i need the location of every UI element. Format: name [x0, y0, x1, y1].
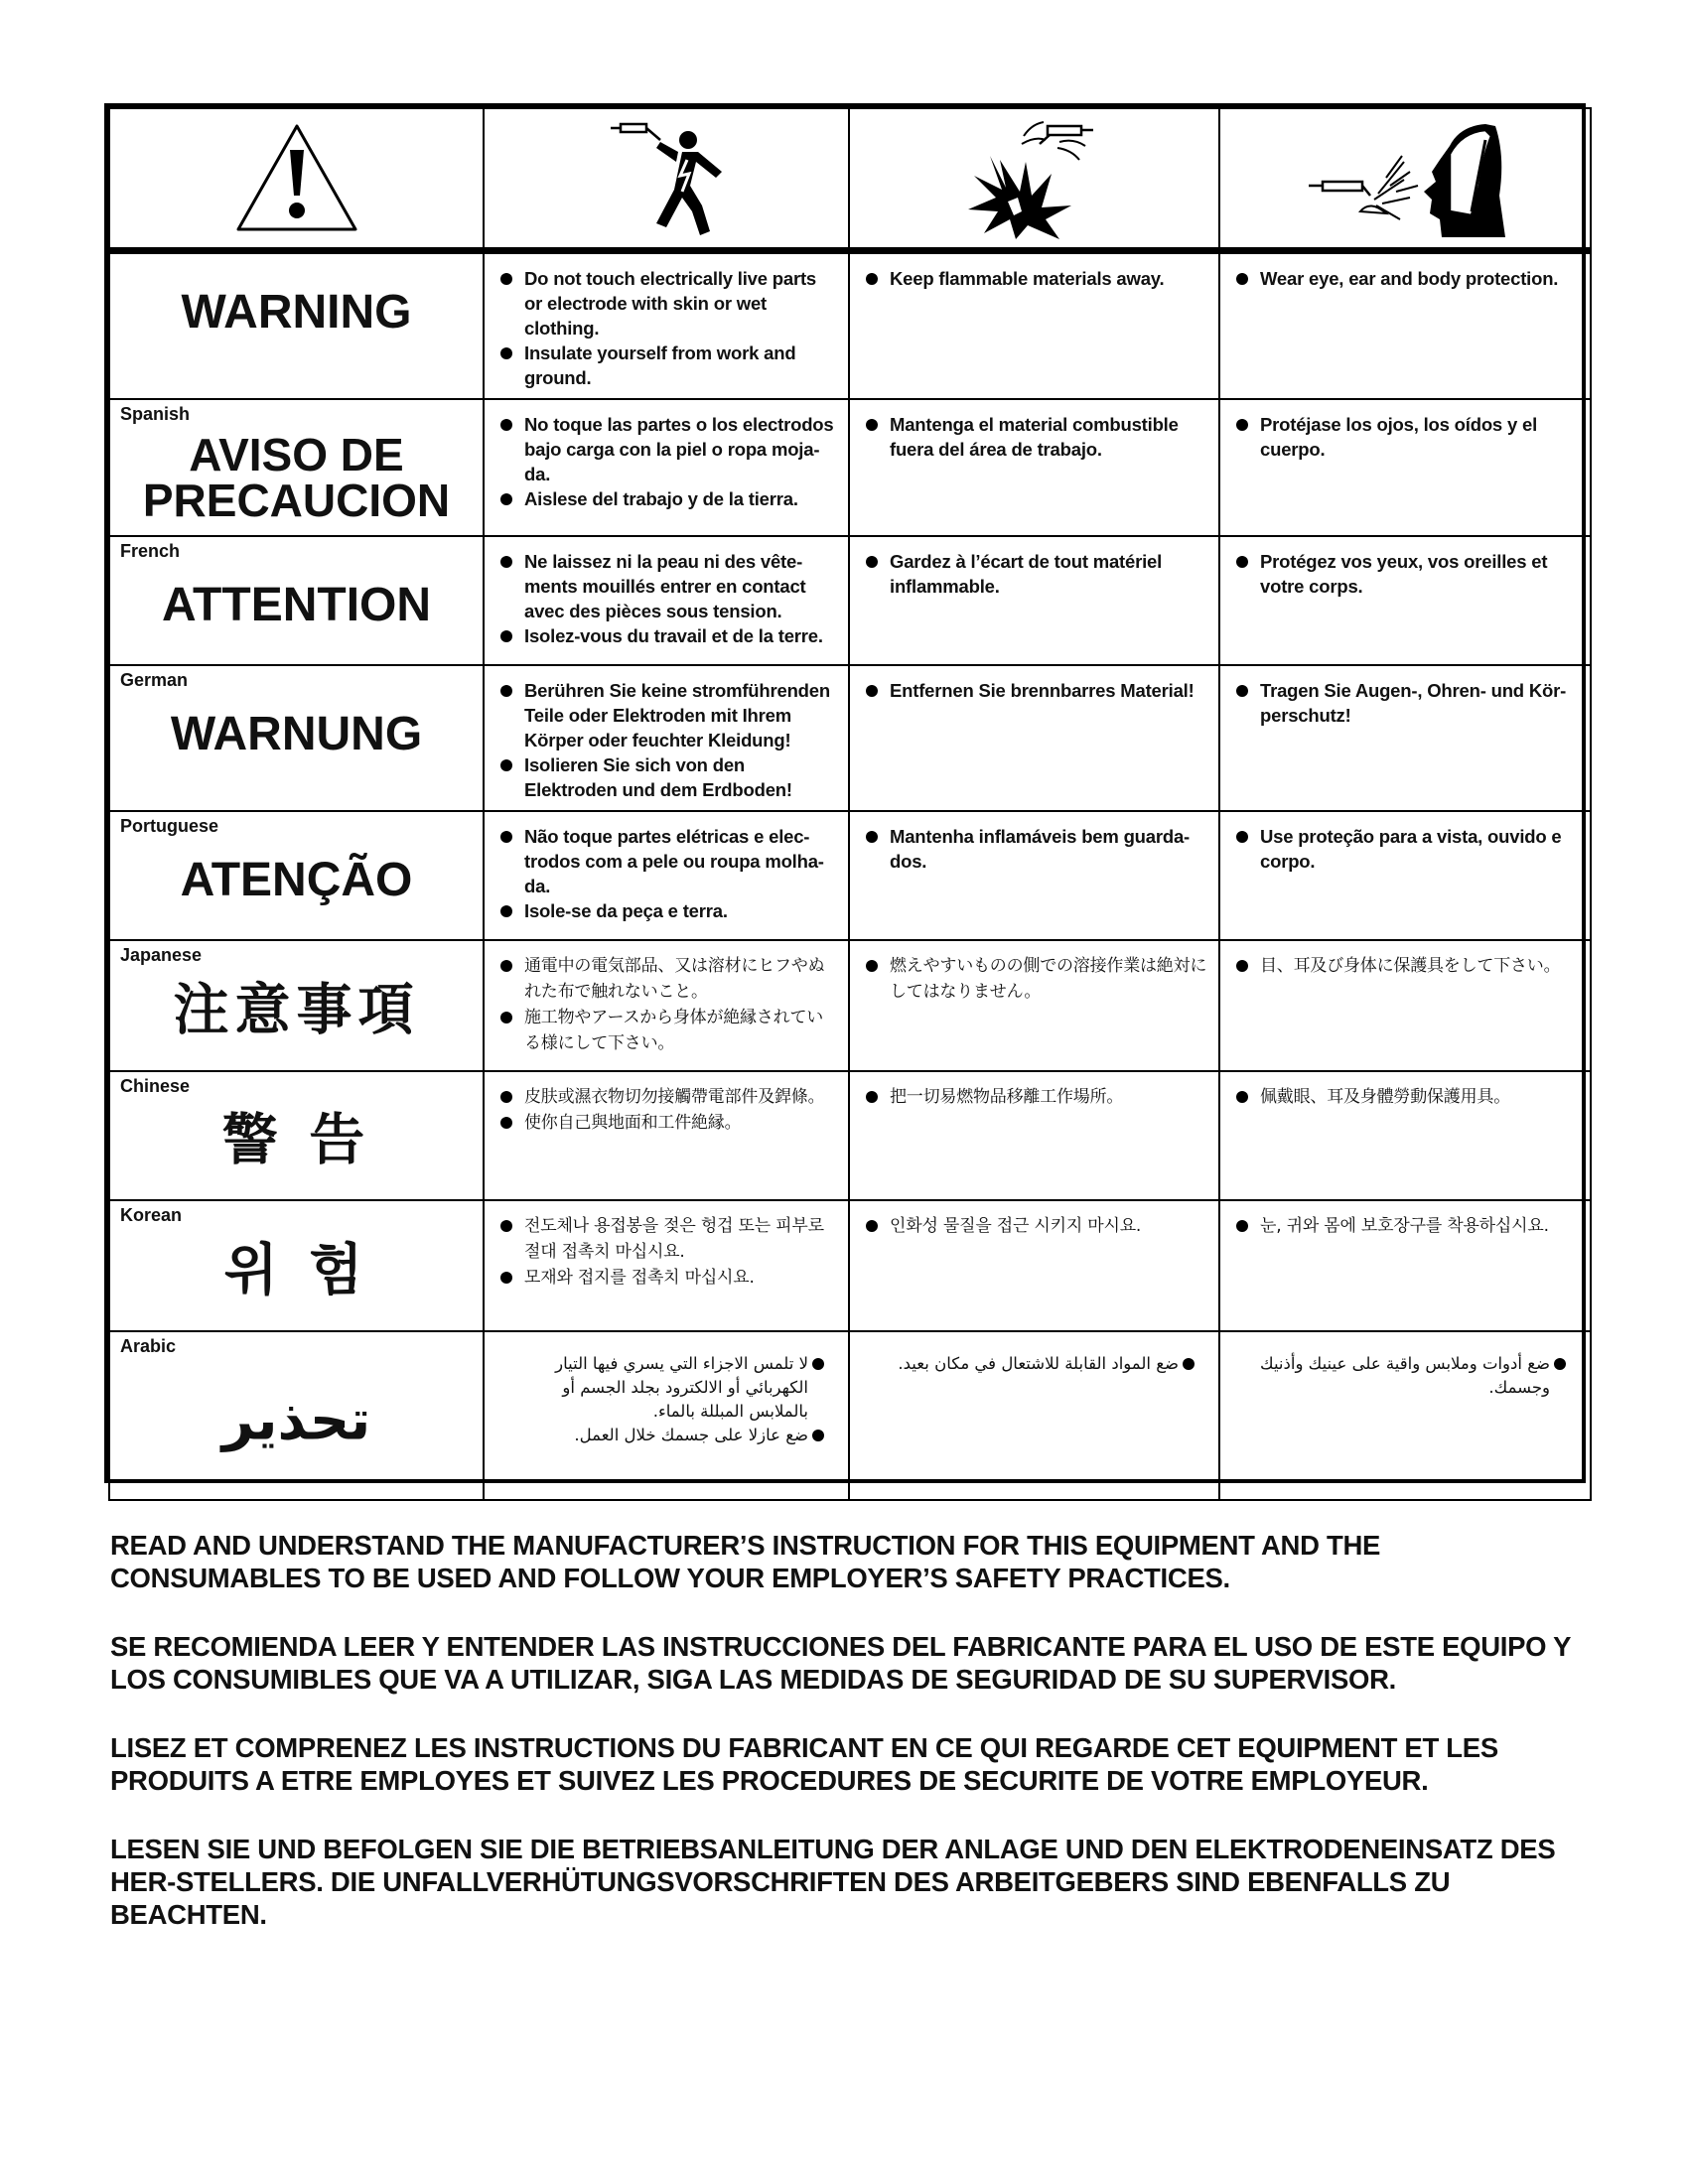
fire-instructions-list [850, 537, 1218, 607]
fire-instructions-list [850, 1201, 1218, 1247]
fire-instructions-cell [849, 1200, 1219, 1331]
fire-instructions-cell [849, 399, 1219, 536]
instruction-item: 모재와 접지를 접촉치 마십시요. [498, 1265, 838, 1291]
shock-instructions-list [485, 1201, 848, 1298]
language-name: Japanese [120, 945, 203, 965]
warning-row [109, 536, 1591, 665]
protection-instructions-cell [1219, 1331, 1591, 1500]
instruction-paragraph: SE RECOMIENDA LEER Y ENTENDER LAS INSTRUCCIONES DEL FABRICANTE PARA EL USO DE ESTE EQUIPO Y LOS CONSUMIBLES QUE VA A UTILIZAR, SIGA LAS MEDIDAS DE SEGURIDAD DE SU SUPERVISOR. [110, 1631, 1571, 1695]
protection-instructions-list [1220, 1201, 1590, 1247]
protection-instructions-list [1220, 941, 1590, 987]
warning-title: WARNUNG [170, 707, 423, 760]
language-name: Portuguese [120, 816, 219, 836]
instruction-item: 인화성 물질을 접근 시키지 마시요. [864, 1213, 1208, 1239]
safety-warning-table [104, 103, 1586, 1483]
language-cell [109, 665, 484, 811]
instruction-item: ضع عازلا على جسمك خلال العمل. [498, 1424, 826, 1447]
shock-instructions-list [485, 400, 848, 519]
warning-title: ATENÇÃO [180, 853, 413, 906]
protection-instructions-cell [1219, 536, 1591, 665]
instruction-item: 전도체나 용접봉을 젖은 헝겁 또는 피부로 절대 접촉치 마십시요. [498, 1213, 838, 1265]
fire-instructions-cell [849, 811, 1219, 940]
instructions-notes [110, 1529, 1580, 1967]
language-block [110, 1332, 483, 1497]
warning-row [109, 665, 1591, 811]
instruction-item: Mantenha inflamáveis bem guarda-dos. [864, 824, 1208, 874]
instruction-item: Use proteção para a vista, ouvido e corpo. [1234, 824, 1580, 874]
shock-instructions-list [485, 666, 848, 810]
instruction-item: Insulate yourself from work and ground. [498, 341, 838, 390]
instruction-item: Isole-se da peça e terra. [498, 898, 838, 923]
instruction-item: 使你自己與地面和工件絶縁。 [498, 1110, 838, 1136]
fire-instructions-list [850, 1072, 1218, 1118]
instruction-item: 佩戴眼、耳及身體勞動保護用具。 [1234, 1084, 1580, 1110]
warning-row [109, 1200, 1591, 1331]
fire-instructions-cell [849, 940, 1219, 1071]
protection-instructions-list [1220, 537, 1590, 607]
warning-row [109, 940, 1591, 1071]
shock-instructions-list [485, 537, 848, 656]
fire-instructions-cell [849, 1071, 1219, 1200]
language-cell [109, 1071, 484, 1200]
instruction-paragraph: READ AND UNDERSTAND THE MANUFACTURER’S INSTRUCTION FOR THIS EQUIPMENT AND THE CONSUMABLES TO BE USED AND FOLLOW YOUR EMPLOYER’S SAFETY PRACTICES. [110, 1530, 1381, 1593]
fire-instructions-cell [849, 665, 1219, 811]
shock-instructions-list [485, 941, 848, 1064]
instruction-item: Ne laissez ni la peau ni des vête-ments mouillés entrer en contact avec des pièces sous tension. [498, 549, 838, 623]
instruction-item: No toque las partes o los electrodos bajo carga con la piel o ropa moja-da. [498, 412, 838, 486]
language-block [110, 812, 483, 937]
fire-instructions-list [850, 666, 1218, 711]
instruction-item: Protégez vos yeux, vos oreilles et votre corps. [1234, 549, 1580, 599]
instruction-item: لا تلمس الاجزاء التي يسري فيها التيار الكهربائي أو الالكترود بجلد الجسم أو بالملابس المبللة بالماء. [498, 1352, 826, 1424]
instruction-item: Gardez à l’écart de tout matériel inflammable. [864, 549, 1208, 599]
instruction-item: ضع أدوات وملابس واقية على عينيك وأذنيك وجسمك. [1234, 1352, 1568, 1400]
instruction-item: 皮肤或濕衣物切勿接觸帶電部件及銲條。 [498, 1084, 838, 1110]
protection-instructions-cell [1219, 1071, 1591, 1200]
instruction-item: 目、耳及び身体に保護具をして下さい。 [1234, 953, 1580, 979]
instruction-item: Entfernen Sie brennbarres Material! [864, 678, 1208, 703]
shock-instructions-cell [484, 811, 849, 940]
fire-instructions-cell [849, 1331, 1219, 1500]
instruction-item: Protéjase los ojos, los oídos y el cuerpo. [1234, 412, 1580, 462]
protection-instructions-list [1220, 812, 1590, 882]
instruction-item: Tragen Sie Augen-, Ohren- und Kör-perschutz! [1234, 678, 1580, 728]
protection-instructions-cell [1219, 399, 1591, 536]
language-name: Korean [120, 1205, 183, 1225]
warning-title: تحذير [221, 1388, 371, 1453]
language-block [110, 1072, 483, 1197]
protection-instructions-cell [1219, 811, 1591, 940]
instruction-item: 燃えやすいものの側での溶接作業は絶対にしてはなりません。 [864, 953, 1208, 1005]
shock-instructions-list [485, 1332, 848, 1455]
instruction-item: Keep flammable materials away. [864, 266, 1208, 291]
shock-instructions-list [485, 254, 848, 398]
instruction-item: 把一切易燃物品移離工作場所。 [864, 1084, 1208, 1110]
instruction-item: ضع المواد القابلة للاشتعال في مكان بعيد. [864, 1352, 1196, 1376]
language-name: German [120, 670, 189, 690]
warning-row [109, 1331, 1591, 1500]
protection-instructions-list [1220, 1332, 1590, 1408]
protection-instructions-cell [1219, 940, 1591, 1071]
warning-row [109, 251, 1591, 400]
shock-instructions-cell [484, 1331, 849, 1500]
language-cell [109, 1200, 484, 1331]
shock-instructions-cell [484, 665, 849, 811]
language-cell [109, 940, 484, 1071]
language-block [110, 941, 483, 1068]
shock-instructions-cell [484, 1071, 849, 1200]
warning-row [109, 1071, 1591, 1200]
instruction-item: 通電中の電気部品、又は溶材にヒフやぬれた布で触れないこと。 [498, 953, 838, 1005]
instruction-paragraph: LESEN SIE UND BEFOLGEN SIE DIE BETRIEBSANLEITUNG DER ANLAGE UND DEN ELEKTRODENEINSATZ DES HER-STELLERS. DIE UNFALLVERHÜTUNGSVORSCHRIFTEN DES ARBEITGEBERS SIND EBENFALLS ZU BEACHTEN. [110, 1834, 1556, 1930]
fire-instructions-list [850, 812, 1218, 882]
language-cell [109, 399, 484, 536]
language-name: Arabic [120, 1336, 177, 1356]
warning-title: 注意事項 [173, 978, 420, 1043]
language-block [110, 400, 483, 533]
shock-instructions-cell [484, 399, 849, 536]
fire-instructions-list [850, 400, 1218, 470]
warning-triangle-icon [109, 108, 484, 251]
protection-instructions-list [1220, 666, 1590, 736]
shock-instructions-cell [484, 940, 849, 1071]
warning-title: AVISO DE PRECAUCION [142, 429, 451, 527]
language-block [110, 1201, 483, 1328]
instruction-item: Berühren Sie keine stromführenden Teile oder Elektroden mit Ihrem Körper oder feuchter Kleidung! [498, 678, 838, 752]
shock-instructions-list [485, 812, 848, 931]
fire-instructions-list [850, 941, 1218, 1013]
warning-title: 위 험 [223, 1238, 369, 1303]
protection-instructions-cell [1219, 1200, 1591, 1331]
protection-instructions-list [1220, 1072, 1590, 1118]
instruction-item: Do not touch electrically live parts or electrode with skin or wet clothing. [498, 266, 838, 341]
protection-instructions-list [1220, 254, 1590, 299]
warning-title: 警 告 [221, 1108, 371, 1173]
shock-instructions-cell [484, 251, 849, 400]
instruction-item: Aislese del trabajo y de la tierra. [498, 486, 838, 511]
language-cell [109, 536, 484, 665]
icon-row [109, 108, 1591, 251]
instruction-item: Isolez-vous du travail et de la terre. [498, 623, 838, 648]
instruction-item: 施工物やアースから身体が絶縁されている様にして下さい。 [498, 1005, 838, 1056]
instruction-paragraph: LISEZ ET COMPRENEZ LES INSTRUCTIONS DU FABRICANT EN CE QUI REGARDE CET EQUIPMENT ET LES PRODUITS A ETRE EMPLOYES ET SUIVEZ LES PROCEDURES DE SECURITE DE VOTRE EMPLOYEUR. [110, 1732, 1498, 1796]
electric-shock-icon [484, 108, 849, 251]
fire-explosion-icon [849, 108, 1219, 251]
shock-instructions-cell [484, 536, 849, 665]
language-cell [109, 811, 484, 940]
fire-instructions-cell [849, 251, 1219, 400]
warning-title: ATTENTION [161, 578, 432, 631]
warning-row [109, 811, 1591, 940]
fire-instructions-list [850, 254, 1218, 299]
language-name: Spanish [120, 404, 191, 424]
language-cell [109, 1331, 484, 1500]
shock-instructions-cell [484, 1200, 849, 1331]
protection-instructions-cell [1219, 251, 1591, 400]
warning-row [109, 399, 1591, 536]
instruction-item: 눈, 귀와 몸에 보호장구를 착용하십시요. [1234, 1213, 1580, 1239]
instruction-item: Mantenga el material combustible fuera del área de trabajo. [864, 412, 1208, 462]
language-block [110, 254, 483, 371]
fire-instructions-list [850, 1332, 1218, 1384]
language-name: Chinese [120, 1076, 191, 1096]
language-name: French [120, 541, 181, 561]
instruction-item: Wear eye, ear and body protection. [1234, 266, 1580, 291]
face-shield-protection-icon [1219, 108, 1591, 251]
instruction-item: Não toque partes elétricas e elec-trodos com a pele ou roupa molha-da. [498, 824, 838, 898]
language-block [110, 537, 483, 662]
protection-instructions-cell [1219, 665, 1591, 811]
language-block [110, 666, 483, 791]
shock-instructions-list [485, 1072, 848, 1144]
warning-title: WARNING [181, 286, 412, 339]
instruction-item: Isolieren Sie sich von den Elektroden und dem Erdboden! [498, 752, 838, 802]
protection-instructions-list [1220, 400, 1590, 470]
language-cell [109, 251, 484, 400]
fire-instructions-cell [849, 536, 1219, 665]
